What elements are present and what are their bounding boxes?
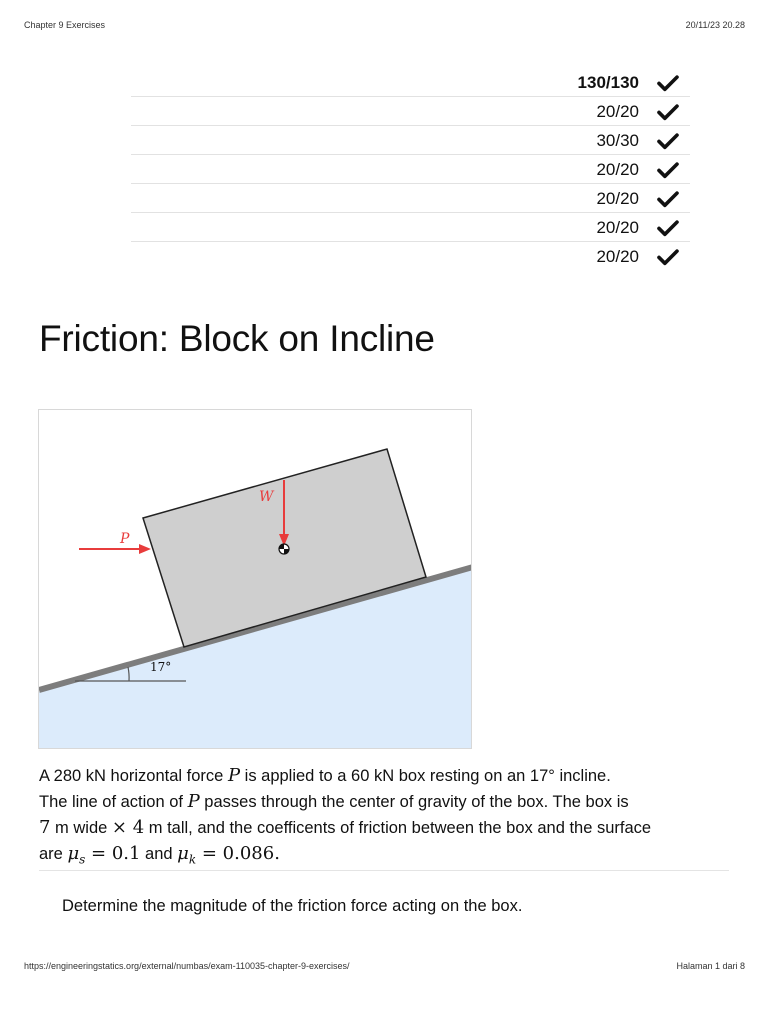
problem-line-2 [39, 789, 739, 815]
math-equation: = 0.1 [85, 843, 141, 864]
text: m wide [50, 819, 112, 837]
problem-statement [39, 763, 739, 872]
print-footer-page: Halaman 1 dari 8 [676, 961, 745, 971]
score-value: 20/20 [596, 218, 639, 237]
score-row [131, 97, 690, 126]
print-footer-url: https://engineeringstatics.org/external/numbas/exam-110035-chapter-9-exercises/ [24, 961, 350, 971]
problem-line-4 [39, 841, 739, 872]
problem-line-1 [39, 763, 739, 789]
math-times: × [111, 817, 127, 838]
math-number: 4 [126, 817, 145, 838]
math-subscript: s [79, 852, 86, 867]
page-title: Friction: Block on Incline [39, 318, 435, 359]
math-var-P: P [187, 791, 200, 812]
text: m tall, and the coefficents of friction between the box and the surface [144, 819, 652, 837]
score-value: 20/20 [596, 102, 639, 121]
text: and [140, 845, 178, 863]
score-row [131, 184, 690, 213]
text: A 280 kN horizontal force [39, 767, 228, 785]
score-row [131, 242, 690, 271]
score-value: 20/20 [596, 247, 639, 266]
score-row [131, 155, 690, 184]
text: The line of action of [39, 793, 188, 811]
math-equation: = 0.086. [196, 843, 280, 864]
question-prompt: Determine the magnitude of the friction force acting on the box. [62, 897, 523, 915]
checkmark-icon [657, 219, 679, 237]
force-label-W: W [259, 489, 274, 505]
score-value: 130/130 [577, 73, 639, 92]
score-row [131, 126, 690, 155]
print-header-title: Chapter 9 Exercises [24, 20, 106, 30]
score-value: 30/30 [596, 131, 639, 150]
score-row-total [131, 68, 690, 97]
checkmark-icon [657, 132, 679, 150]
checkmark-icon [657, 190, 679, 208]
incline-diagram-svg [39, 410, 472, 749]
checkmark-icon [657, 74, 679, 92]
text: passes through the center of gravity of the box. The box is [199, 793, 629, 811]
math-mu: μ [177, 843, 189, 864]
force-arrowhead-P [139, 544, 151, 554]
math-subscript: k [188, 852, 197, 867]
text: are [39, 845, 68, 863]
score-summary [131, 68, 690, 271]
math-mu: μ [67, 843, 80, 864]
score-value: 20/20 [596, 189, 639, 208]
incline-diagram [38, 409, 472, 749]
score-row [131, 213, 690, 242]
problem-line-3 [39, 815, 739, 841]
text: is applied to a 60 kN box resting on an 17° incline. [240, 767, 611, 785]
divider [39, 870, 729, 871]
math-var-P: P [227, 765, 241, 786]
score-value: 20/20 [596, 160, 639, 179]
checkmark-icon [657, 161, 679, 179]
math-number: 7 [39, 817, 51, 838]
checkmark-icon [657, 103, 679, 121]
print-header-datetime: 20/11/23 20.28 [685, 20, 745, 30]
angle-label: 17° [150, 660, 172, 674]
force-label-P: P [120, 531, 130, 547]
checkmark-icon [657, 248, 679, 266]
